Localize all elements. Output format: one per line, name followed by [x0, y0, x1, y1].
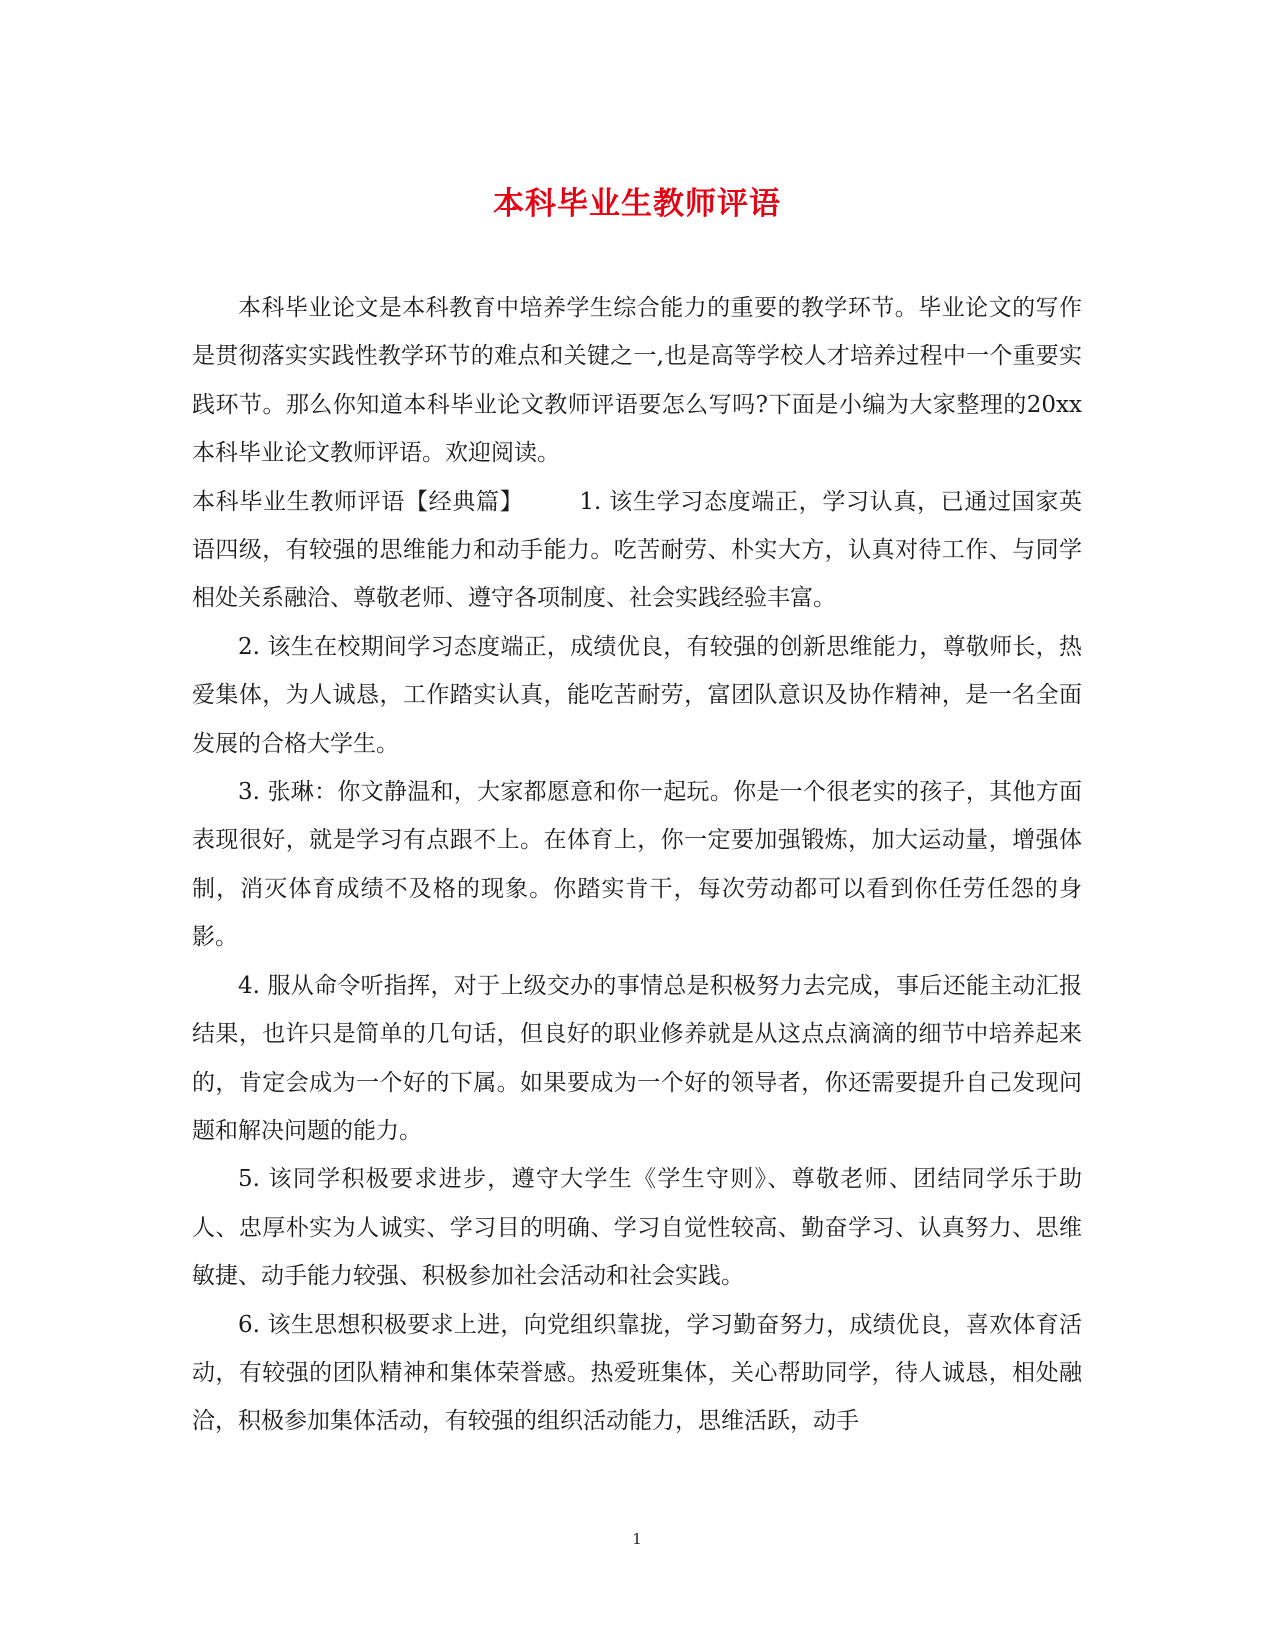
- intro-paragraph: 本科毕业论文是本科教育中培养学生综合能力的重要的教学环节。毕业论文的写作是贯彻落实实践性教学环节的难点和关键之一,也是高等学校人才培养过程中一个重要实践环节。那么你知道本科毕业论文教师评语要怎么写吗?下面是小编为大家整理的20xx本科毕业论文教师评语。欢迎阅读。: [192, 295, 1082, 467]
- document-body: [192, 284, 1082, 1446]
- section-heading: 本科毕业生教师评语【经典篇】: [192, 488, 524, 515]
- comment-item-1: 1. 该生学习态度端正，学习认真，已通过国家英语四级，有较强的思维能力和动手能力。吃苦耐劳、朴实大方，认真对待工作、与同学相处关系融洽、尊敬老师、遵守各项制度、社会实践经验丰富。: [192, 488, 1083, 612]
- comment-item-4: 4. 服从命令听指挥，对于上级交办的事情总是积极努力去完成，事后还能主动汇报结果，也许只是简单的几句话，但良好的职业修养就是从这点点滴滴的细节中培养起来的，肯定会成为一个好的下属。如果要成为一个好的领导者，你还需要提升自己发现问题和解决问题的能力。: [192, 972, 1082, 1144]
- comment-item-6: 6. 该生思想积极要求上进，向党组织靠拢，学习勤奋努力，成绩优良，喜欢体育活动，有较强的团队精神和集体荣誉感。热爱班集体，关心帮助同学，待人诚恳，相处融洽，积极参加集体活动，有较强的组织活动能力，思维活跃，动手: [192, 1311, 1082, 1435]
- comment-item-2: 2. 该生在校期间学习态度端正，成绩优良，有较强的创新思维能力，尊敬师长，热爱集体，为人诚恳，工作踏实认真，能吃苦耐劳，富团队意识及协作精神，是一名全面发展的合格大学生。: [192, 633, 1082, 757]
- page-number: 1: [632, 1530, 642, 1548]
- document-title: 本科毕业生教师评语: [493, 186, 781, 222]
- comment-item-5: 5. 该同学积极要求进步，遵守大学生《学生守则》、尊敬老师、团结同学乐于助人、忠厚朴实为人诚实、学习目的明确、学习自觉性较高、勤奋学习、认真努力、思维敏捷、动手能力较强、积极参加社会活动和社会实践。: [192, 1166, 1082, 1290]
- section-paragraph: [192, 478, 1082, 623]
- comment-item-3: 3. 张琳：你文静温和，大家都愿意和你一起玩。你是一个很老实的孩子，其他方面表现很好，就是学习有点跟不上。在体育上，你一定要加强锻炼，加大运动量，增强体制，消灭体育成绩不及格的现象。你踏实肯干，每次劳动都可以看到你任劳任怨的身影。: [192, 779, 1082, 951]
